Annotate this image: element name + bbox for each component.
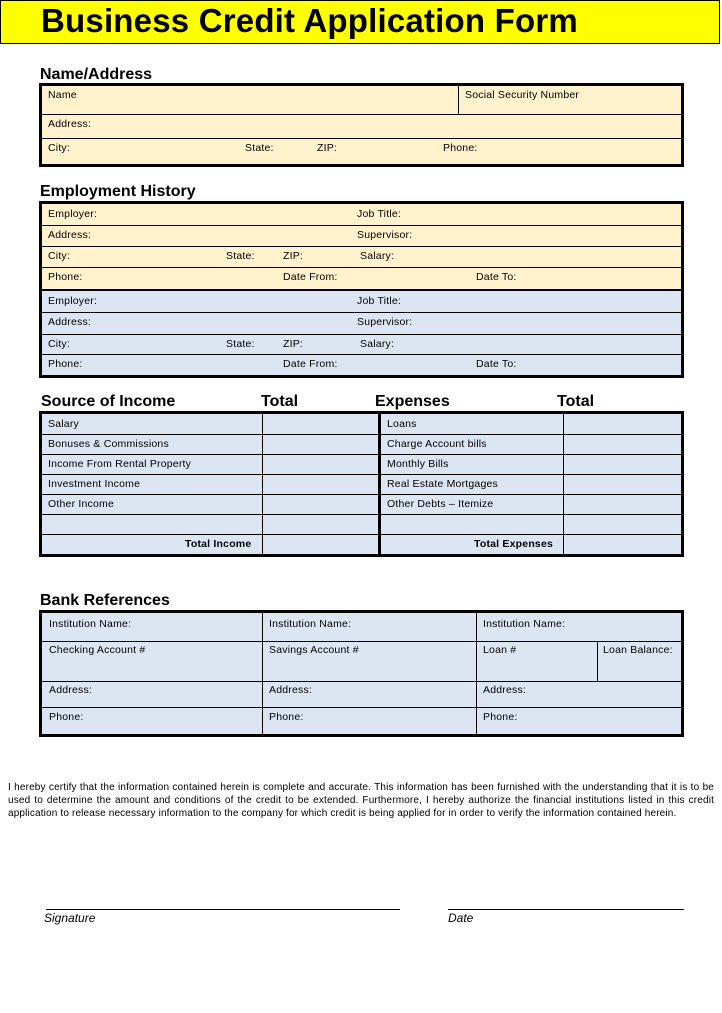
zip-label[interactable]: ZIP: <box>283 250 304 262</box>
job-title-label[interactable]: Job Title: <box>357 295 402 307</box>
divider <box>42 334 681 335</box>
phone-label[interactable]: Phone: <box>48 358 83 370</box>
name-address-heading: Name/Address <box>40 66 153 83</box>
zip-label[interactable]: ZIP: <box>283 338 304 350</box>
job-title-label[interactable]: Job Title: <box>357 208 402 220</box>
zip-label: ZIP: <box>317 142 338 154</box>
certification-text: I hereby certify that the information contained herein is complete and accurate. This information has been furnished with the understanding that it is to be used to determine the amount and conditions of the credit to be extended. Furthermore, I hereby authorize the financial institutions listed in this credit application to release necessary information to the company for which credit is being applied for in order to verify the information contained herein. <box>8 782 714 819</box>
total-expenses-label: Total Expenses <box>474 538 554 550</box>
divider <box>42 312 681 313</box>
expenses-heading: Expenses <box>375 393 450 410</box>
expense-row-label: Charge Account bills <box>387 438 487 450</box>
ssn-field[interactable]: Social Security Number <box>465 89 580 101</box>
city-label: City: <box>48 142 70 154</box>
expense-row-label: Loans <box>387 418 417 430</box>
expense-row-label: Monthly Bills <box>387 458 449 470</box>
address-label[interactable]: Address: <box>48 229 92 241</box>
divider <box>458 86 459 115</box>
salary-label[interactable]: Salary: <box>360 250 395 262</box>
income-row-label: Bonuses & Commissions <box>48 438 169 450</box>
divider <box>42 354 681 355</box>
address-label[interactable]: Address: <box>269 684 313 696</box>
page-title: Business Credit Application Form <box>41 2 578 39</box>
institution-name-label[interactable]: Institution Name: <box>269 618 352 630</box>
state-label[interactable]: State: <box>226 338 255 350</box>
address-label[interactable]: Address: <box>49 684 93 696</box>
city-label[interactable]: City: <box>48 250 70 262</box>
phone-label: Phone: <box>443 142 478 154</box>
divider <box>42 494 681 495</box>
city-state-zip-row[interactable] <box>42 139 681 164</box>
divider <box>378 414 381 554</box>
income-total-heading: Total <box>261 393 299 410</box>
state-label: State: <box>245 142 274 154</box>
divider <box>42 246 681 247</box>
income-heading: Source of Income <box>41 393 176 410</box>
divider <box>42 474 681 475</box>
address-label[interactable]: Address: <box>48 316 92 328</box>
address-field[interactable]: Address: <box>48 118 92 130</box>
name-field[interactable]: Name <box>48 89 77 101</box>
signature-label: Signature <box>44 911 96 925</box>
divider <box>42 641 681 642</box>
title-bar <box>0 0 720 44</box>
signature-line[interactable] <box>46 909 400 910</box>
income-row-label: Salary <box>48 418 79 430</box>
divider <box>42 225 681 226</box>
divider <box>42 514 681 515</box>
divider <box>42 434 681 435</box>
bank-references-table <box>39 610 684 737</box>
total-income-label: Total Income <box>185 538 252 550</box>
income-row-label: Income From Rental Property <box>48 458 192 470</box>
date-to-label[interactable]: Date To: <box>476 271 517 283</box>
divider <box>476 613 477 734</box>
income-expenses-table <box>39 411 684 557</box>
employer-label[interactable]: Employer: <box>48 208 98 220</box>
phone-label[interactable]: Phone: <box>49 711 84 723</box>
salary-label[interactable]: Salary: <box>360 338 395 350</box>
date-line[interactable] <box>448 909 684 910</box>
employment-block-1 <box>42 204 681 289</box>
phone-label[interactable]: Phone: <box>483 711 518 723</box>
employer-label[interactable]: Employer: <box>48 295 98 307</box>
loan-balance-label[interactable]: Loan Balance: <box>603 644 673 656</box>
income-row-label: Other Income <box>48 498 115 510</box>
divider <box>42 681 681 682</box>
expense-row-label: Real Estate Mortgages <box>387 478 499 490</box>
employment-heading: Employment History <box>40 183 196 200</box>
date-from-label[interactable]: Date From: <box>283 358 338 370</box>
divider <box>42 267 681 268</box>
phone-label[interactable]: Phone: <box>269 711 304 723</box>
employment-section <box>39 201 684 378</box>
divider <box>262 613 263 734</box>
phone-label[interactable]: Phone: <box>48 271 83 283</box>
expense-row-label: Other Debts – Itemize <box>387 498 494 510</box>
divider <box>42 534 681 535</box>
loan-number-label[interactable]: Loan # <box>483 644 517 656</box>
city-label[interactable]: City: <box>48 338 70 350</box>
income-row-label: Investment Income <box>48 478 141 490</box>
institution-name-label[interactable]: Institution Name: <box>483 618 566 630</box>
date-label: Date <box>448 911 474 925</box>
divider <box>42 707 681 708</box>
state-label[interactable]: State: <box>226 250 255 262</box>
bank-heading: Bank References <box>40 592 170 609</box>
divider <box>597 641 598 681</box>
institution-name-label[interactable]: Institution Name: <box>49 618 132 630</box>
divider <box>563 414 564 554</box>
date-from-label[interactable]: Date From: <box>283 271 338 283</box>
savings-account-label[interactable]: Savings Account # <box>269 644 359 656</box>
address-label[interactable]: Address: <box>483 684 527 696</box>
expenses-total-heading: Total <box>557 393 595 410</box>
supervisor-label[interactable]: Supervisor: <box>357 229 413 241</box>
supervisor-label[interactable]: Supervisor: <box>357 316 413 328</box>
checking-account-label[interactable]: Checking Account # <box>49 644 146 656</box>
employment-block-2 <box>42 291 681 375</box>
divider <box>262 414 263 554</box>
divider <box>42 454 681 455</box>
name-address-section <box>39 83 684 167</box>
date-to-label[interactable]: Date To: <box>476 358 517 370</box>
